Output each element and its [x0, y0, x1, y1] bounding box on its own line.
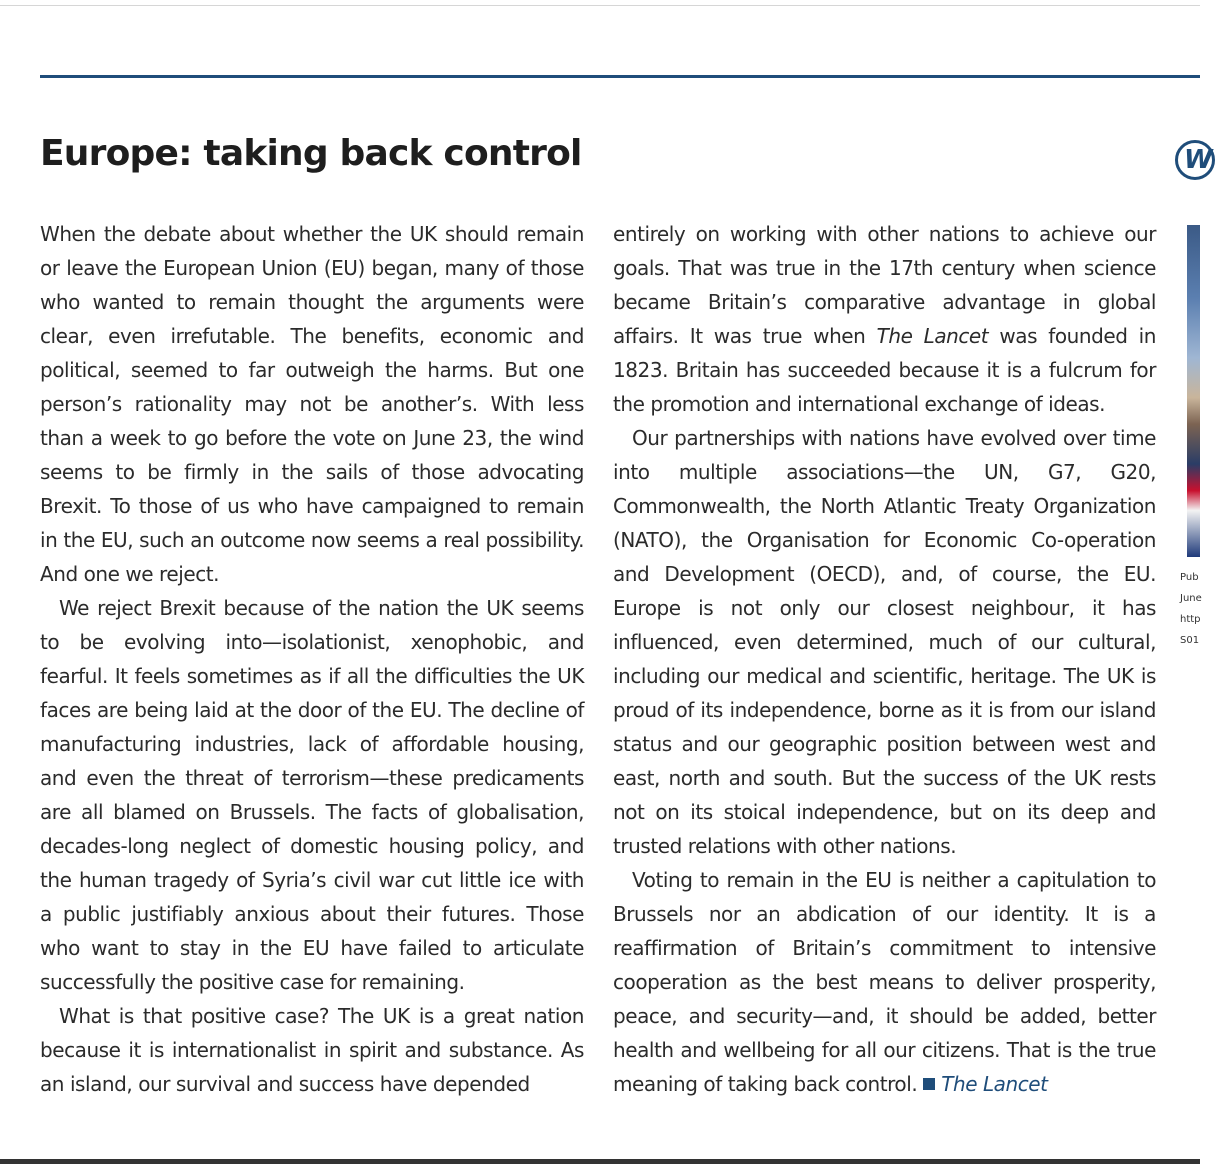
journal-name: The Lancet — [876, 324, 989, 348]
paragraph-6 — [613, 863, 1156, 1101]
article-column-right — [613, 217, 1156, 1101]
sidebar-note-line: Pub — [1180, 572, 1199, 583]
signature: The Lancet — [941, 1072, 1048, 1096]
open-access-badge-icon: W — [1175, 140, 1215, 180]
paragraph-4 — [613, 217, 1156, 421]
sidebar-note — [1180, 567, 1204, 651]
paragraph-1: When the debate about whether the UK should remain or leave the European Union (EU) began, many of those who wanted to remain thought the arguments were clear, even irrefutable. The benefits, economic and political, seemed to far outweigh the harms. But one person’s rationality may not be another’s. With less than a week to go before the vote on June 23, the wind seems to be firmly in the sails of those advocating Brexit. To those of us who have campaigned to remain in the EU, such an outcome now seems a real possibility. And one we reject. — [40, 222, 584, 586]
end-mark-icon — [923, 1078, 935, 1090]
article-column-left — [40, 217, 584, 1101]
paragraph-4-text-b: was founded in 1823. Britain has succeeded because it is a fulcrum for the promotion and international exchange of ideas. — [613, 324, 1156, 416]
header-rule — [40, 75, 1200, 78]
paragraph-4-text-a: entirely on working with other nations to achieve our goals. That was true in the 17th century when science became Britain’s comparative advantage in global affairs. It was true when — [613, 222, 1156, 348]
sidebar-note-line: June — [1180, 593, 1202, 604]
sidebar-note-line: http — [1180, 614, 1201, 625]
article-title: Europe: taking back control — [40, 133, 582, 174]
paragraph-3: What is that positive case? The UK is a great nation because it is internationalist in spirit and substance. As an island, our survival and success have depended — [40, 1004, 584, 1096]
paragraph-2: We reject Brexit because of the nation the UK seems to be evolving into—isolationist, xenophobic, and fearful. It feels sometimes as if all the difficulties the UK faces are being laid at the door of the EU. The decline of manufacturing industries, lack of affordable housing, and even the threat of terrorism—these predicaments are all blamed on Brussels. The facts of globalisation, decades-long neglect of domestic housing policy, and the human tragedy of Syria’s civil war cut little ice with a public justifiably anxious about their futures. Those who want to stay in the EU have failed to articulate successfully the positive case for remaining. — [40, 596, 584, 994]
paragraph-5: Our partnerships with nations have evolved over time into multiple associations—the UN, G7, G20, Commonwealth, the North Atlantic Treaty Organization (NATO), the Organisation for Economic Co-operation and Development (OECD), and, of course, the EU. Europe is not only our closest neighbour, it has influenced, even determined, much of our cultural, including our medical and scientific, heritage. The UK is proud of its independence, borne as it is from our island status and our geographic position between west and east, north and south. But the success of the UK rests not on its stoical independence, but on its deep and trusted relations with other nations. — [613, 426, 1156, 858]
sidebar-note-line: S01 — [1180, 635, 1200, 646]
paragraph-6-text: Voting to remain in the EU is neither a capitulation to Brussels nor an abdication of our identity. It is a reaffirmation of Britain’s commitment to intensive cooperation as the best means to deliver prosperity, peace, and security—and, it should be added, better health and wellbeing for all our citizens. That is the true meaning of taking back control. — [613, 868, 1156, 1096]
top-border-line — [0, 5, 1200, 6]
bottom-border-bar — [0, 1159, 1200, 1164]
sidebar-photo — [1187, 225, 1200, 557]
